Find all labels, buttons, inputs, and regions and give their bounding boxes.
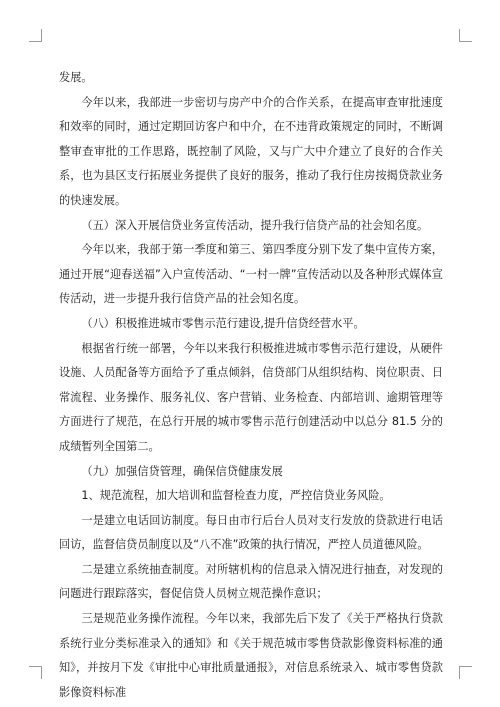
section-heading-9: （九）加强信贷管理，确保信贷健康发展 — [81, 464, 283, 478]
crop-mark-bottom-right — [459, 666, 472, 679]
paragraph-process-standard: 三是规范业务操作流程。今年以来，我部先后下发了《关于严格执行贷款系统行业分类标准录入的通知》和《关于规范城市零售贷款影像资料标准的通知》，并按月下发《审批中心审批质量通报》，对信息系统录入、城市零售贷款影像资料标准 — [59, 612, 443, 699]
document-body — [59, 66, 443, 705]
paragraph-continuation: 发展。 — [59, 71, 93, 84]
crop-mark-bottom-left — [29, 666, 42, 679]
paragraph-system-check: 二是建立系统抽查制度。对所辖机构的信息录入情况进行抽查，对发现的问题进行跟踪落实，督促信贷人员树立规范操作意识； — [59, 562, 443, 601]
paragraph-retail-demo: 根据省行统一部署，今年以来我行积极推进城市零售示范行建设，从硬件设施、人员配备等方面给予了重点倾斜，信贷部门从组织结构、岗位职责、日常流程、业务操作、服务礼仪、客户营销、业务检查、内部培训、逾期管理等方面进行了规范，在总行开展的城市零售示范行创建活动中以总分 81.5 分的成绩暂列全国第二。 — [59, 341, 443, 453]
section-heading-8: （八）积极推进城市零售示范行建设,提升信贷经营水平。 — [81, 316, 365, 330]
paragraph-promotion: 今年以来，我部于第一季度和第三、第四季度分别下发了集中宣传方案，通过开展“迎春送福”入户宣传活动、“一村一牌”宣传活动以及各种形式媒体宣传活动，进一步提升我行信贷产品的社会知名度。 — [59, 243, 443, 306]
paragraph-cooperation: 今年以来，我部进一步密切与房产中介的合作关系，在提高审查审批速度和效率的同时，通过定期回访客户和中介，在不违背政策规定的同时，不断调整审查审批的工作思路，既控制了风险，又与广大中介建立了良好的合作关系，也为县区支行拓展业务提供了良好的服务，推动了我行住房按揭贷款业务的快速发展。 — [59, 95, 443, 207]
paragraph-phone-followup: 一是建立电话回访制度。每日由市行后台人员对支行发放的贷款进行电话回访，监督信贷员制度以及“八不准”政策的执行情况，严控人员道德风险。 — [59, 513, 443, 552]
section-heading-5: （五）深入开展信贷业务宣传活动，提升我行信贷产品的社会知名度。 — [81, 218, 429, 232]
crop-mark-top-right — [459, 29, 472, 42]
crop-mark-top-left — [29, 29, 42, 42]
subheading-1: 1、规范流程，加大培训和监督检查力度，严控信贷业务风险。 — [81, 489, 391, 503]
